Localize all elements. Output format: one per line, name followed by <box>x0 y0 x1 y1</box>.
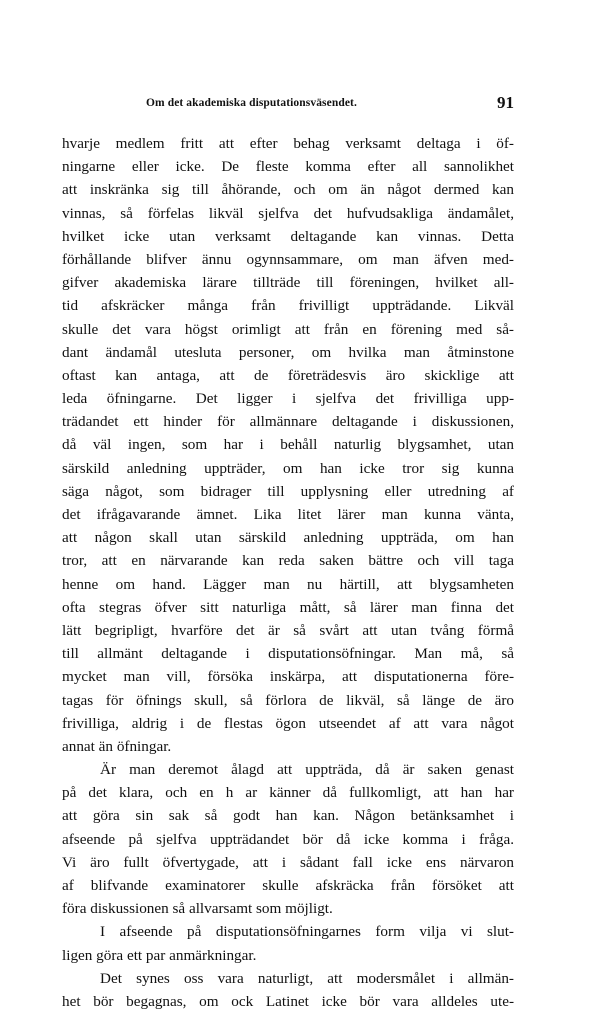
text-line: af blifvande examinatorer skulle afskräcka från försöket att <box>62 877 514 894</box>
text-line: säga något, som bidrager till upplysning eller utredning af <box>62 482 514 500</box>
text-line: tid afskräcker många från frivilligt uppträdande. Likväl <box>62 297 514 315</box>
text-line: tagas för öfnings skull, så förlora de likväl, så länge de äro <box>62 691 514 709</box>
text-line: särskild anledning uppträder, om han icke tror sig kunna <box>62 459 514 477</box>
text-line: då väl ingen, som har i behåll naturlig blygsamhet, utan <box>62 436 514 454</box>
text-line: Är man deremot ålagd att uppträda, då är saken genast <box>100 761 514 779</box>
text-line: skulle det vara högst orimligt att från en förening med så- <box>62 320 514 338</box>
text-line: ligen göra ett par anmärkningar. <box>62 946 257 964</box>
text-line: het bör begagnas, om ock Latinet icke bör vara alldeles ute- <box>62 992 514 1010</box>
text-line: frivilliga, aldrig i de flestas ögon utseendet af att vara något <box>62 714 514 732</box>
text-line: på det klara, och en h ar känner då fullkomligt, att han har <box>62 784 514 802</box>
text-line: det ifrågavarande ämnet. Lika litet lärer man kunna vänta, <box>62 506 514 523</box>
text-line: henne om hand. Lägger man nu härtill, att blygsamheten <box>62 575 514 593</box>
text-line: lätt begripligt, hvarföre det är så svårt att utan tvång förmå <box>62 621 514 639</box>
text-line: trädandet ett hinder för allmännare deltagande i diskussionen, <box>62 413 514 431</box>
text-line: gifver akademiska lärare tillträde till föreningen, hvilket all- <box>62 274 514 292</box>
text-line: vinnas, så förfelas likväl sjelfva det hufvudsakliga ändamålet, <box>62 204 514 222</box>
running-title: Om det akademiska disputationsväsendet. <box>146 97 357 109</box>
text-line: hvarje medlem fritt att efter behag verksamt deltaga i öf- <box>62 135 514 152</box>
text-line: oftast kan antaga, att de företrädesvis äro skicklige att <box>62 366 514 384</box>
text-line: dant ändamål utesluta personer, om hvilka man åtminstone <box>62 343 514 361</box>
body-text <box>62 132 514 1013</box>
page-number: 91 <box>497 93 514 112</box>
text-line: att någon skall utan särskild anledning uppträda, om han <box>62 529 514 547</box>
text-line: till allmänt deltagande i disputationsöfningar. Man må, så <box>62 645 514 663</box>
text-line: hvilket icke utan verksamt deltagande kan vinnas. Detta <box>62 227 514 245</box>
text-line: ofta stegras öfver sitt naturliga mått, så lärer man finna det <box>62 598 514 616</box>
text-line: Vi äro fullt öfvertygade, att i sådant fall icke ens närvaron <box>62 853 514 871</box>
running-head <box>62 93 514 119</box>
text-line: Det synes oss vara naturligt, att modersmålet i allmän- <box>100 969 514 987</box>
text-line: att göra sin sak så godt han kan. Någon betänksamhet i <box>62 807 514 825</box>
text-line: afseende på sjelfva uppträdandet bör då icke komma i fråga. <box>62 830 514 848</box>
text-line: förhållande blifver ännu ogynnsammare, om man äfven med- <box>62 250 514 268</box>
text-line: tror, att en närvarande kan reda saken bättre och vill taga <box>62 552 514 570</box>
text-line: leda öfningarne. Det ligger i sjelfva det frivilliga upp- <box>62 390 514 408</box>
text-line: I afseende på disputationsöfningarnes form vilja vi slut- <box>100 923 514 941</box>
text-line: föra diskussionen så allvarsamt som möjligt. <box>62 900 333 918</box>
text-line: att inskränka sig till åhörande, och om än något dermed kan <box>62 181 514 199</box>
text-line: annat än öfningar. <box>62 737 172 755</box>
text-line: ningarne eller icke. De fleste komma efter all sannolikhet <box>62 158 514 176</box>
text-line: mycket man vill, försöka inskärpa, att disputationerna före- <box>62 668 514 686</box>
